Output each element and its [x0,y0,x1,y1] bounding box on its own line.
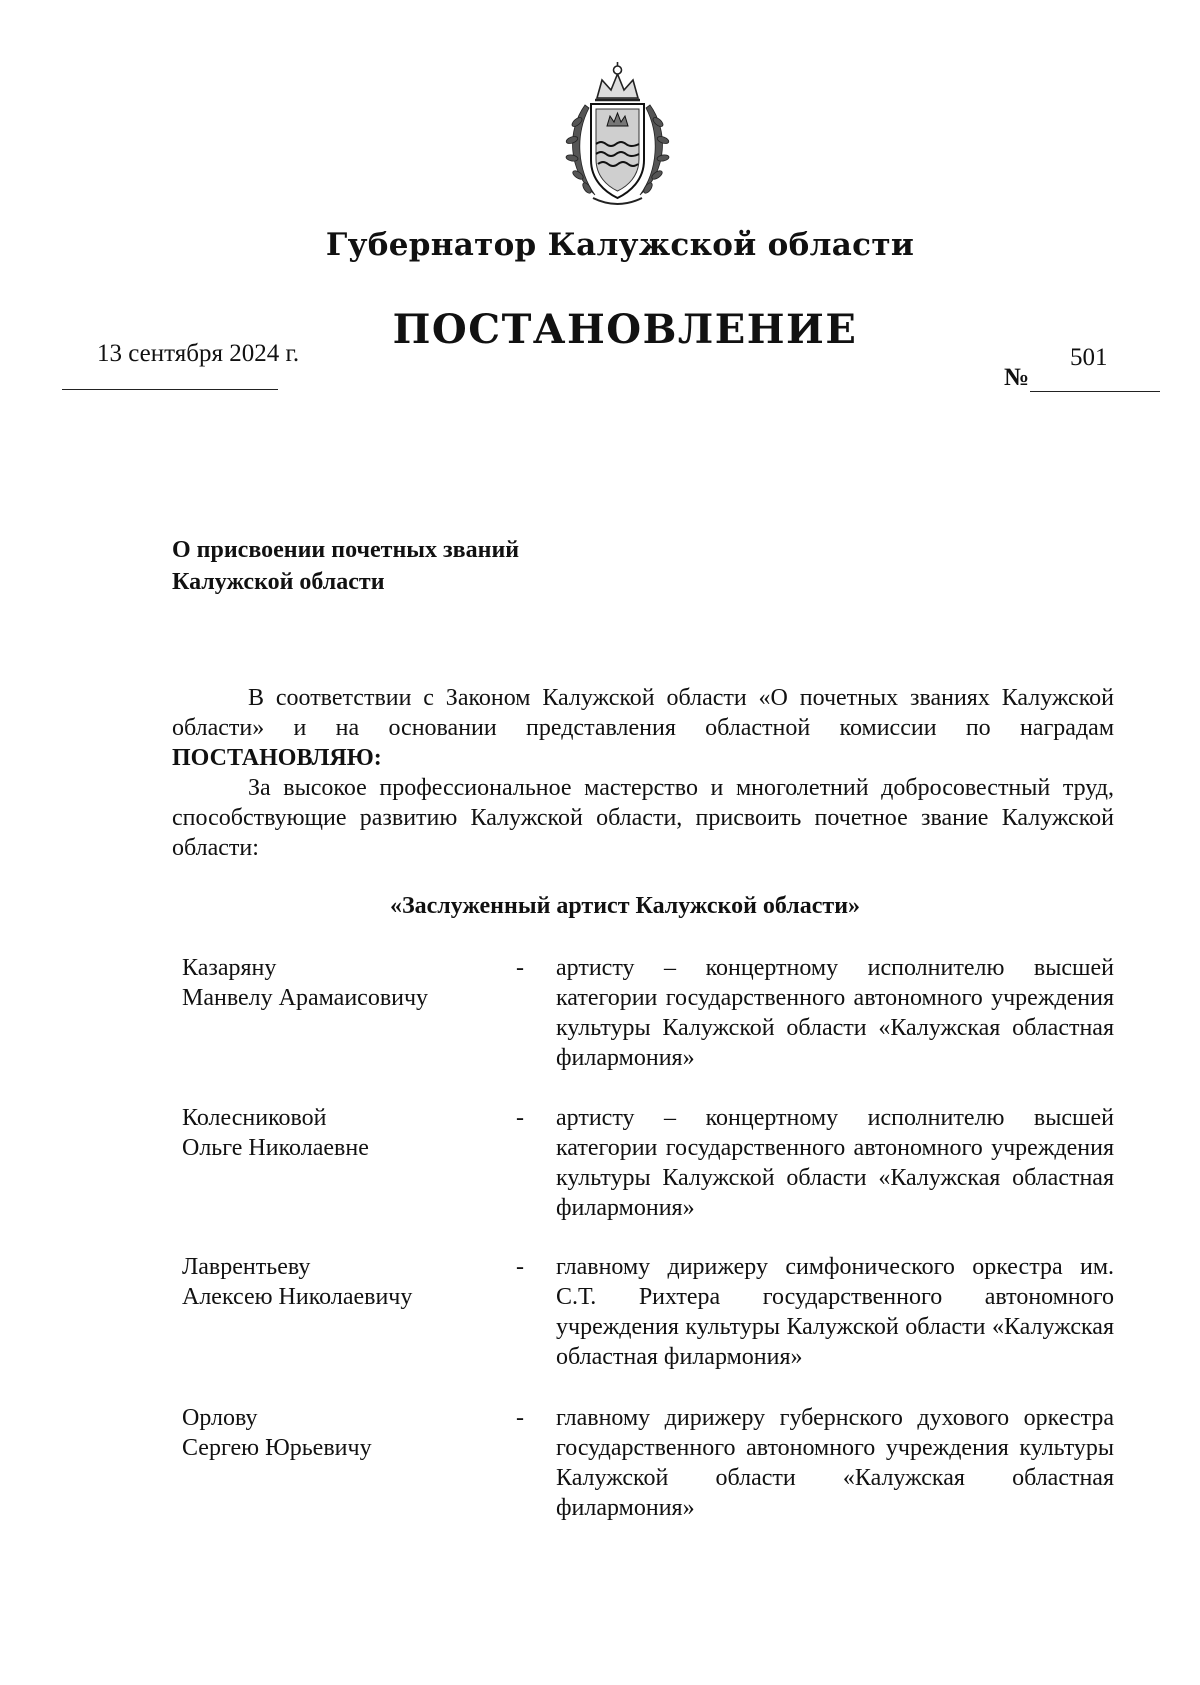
recipient-name [182,1252,502,1312]
recipient-given-name: Манвелу Арамаисовичу [182,985,429,1011]
recipient-surname: Орлову [182,1405,258,1431]
recipient-given-name: Ольге Николаевне [182,1135,369,1161]
recipient-surname: Лаврентьеву [182,1254,311,1280]
recipient-position: главному дирижеру губернского духового оркестра государственного автономного учреждения культуры Калужской области «Калужская областная филармония» [556,1405,1114,1521]
recipient-name [182,953,502,1013]
recipient-position: артисту – концертному исполнителю высшей категории государственного автономного учреждения культуры Калужской области «Калужская областная филармония» [556,955,1114,1071]
recipient-name [182,1403,502,1463]
date-underline [62,389,278,390]
document-type-title: ПОСТАНОВЛЕНИЕ [392,306,858,353]
recipient-position: главному дирижеру симфонического оркестра им. С.Т. Рихтера государственного автономного учреждения культуры Калужской области «Калужская областная филармония» [556,1254,1114,1370]
preamble-paragraph [172,683,1114,773]
honor-title: «Заслуженный артист Калужской области» [389,893,861,919]
recipient-surname: Колесниковой [182,1105,327,1131]
recipient-given-name: Сергею Юрьевичу [182,1435,372,1461]
award-paragraph [172,773,1114,863]
document-date: 13 сентября 2024 г. [97,340,300,367]
award-text: За высокое профессиональное мастерство и многолетний добросовестный труд, способствующие развитию Калужской области, присвоить почетное звание Калужской области: [172,775,1114,861]
recipient-surname: Казаряну [182,955,277,981]
coat-of-arms-icon [555,60,680,210]
subject-line-1: О присвоении почетных званий [172,537,520,563]
document-number: 501 [1070,344,1108,371]
recipient-position: артисту – концертному исполнителю высшей категории государственного автономного учреждения культуры Калужской области «Калужская областная филармония» [556,1105,1114,1221]
separator-dash: - [516,955,524,981]
separator-dash: - [516,1405,524,1431]
subject-line-2: Калужской области [172,569,385,595]
recipient-name [182,1103,502,1163]
number-underline [1030,391,1160,392]
separator-dash: - [516,1105,524,1131]
separator-dash: - [516,1254,524,1280]
document-subject [172,534,519,598]
number-sign: № [1004,364,1030,391]
issuing-authority: Губернатор Калужской области [325,227,915,263]
resolution-keyword: ПОСТАНОВЛЯЮ: [172,745,382,771]
recipient-given-name: Алексею Николаевичу [182,1284,413,1310]
preamble-text: В соответствии с Законом Калужской области «О почетных званиях Калужской области» и на основании представления областной комиссии по наградам [172,685,1114,741]
